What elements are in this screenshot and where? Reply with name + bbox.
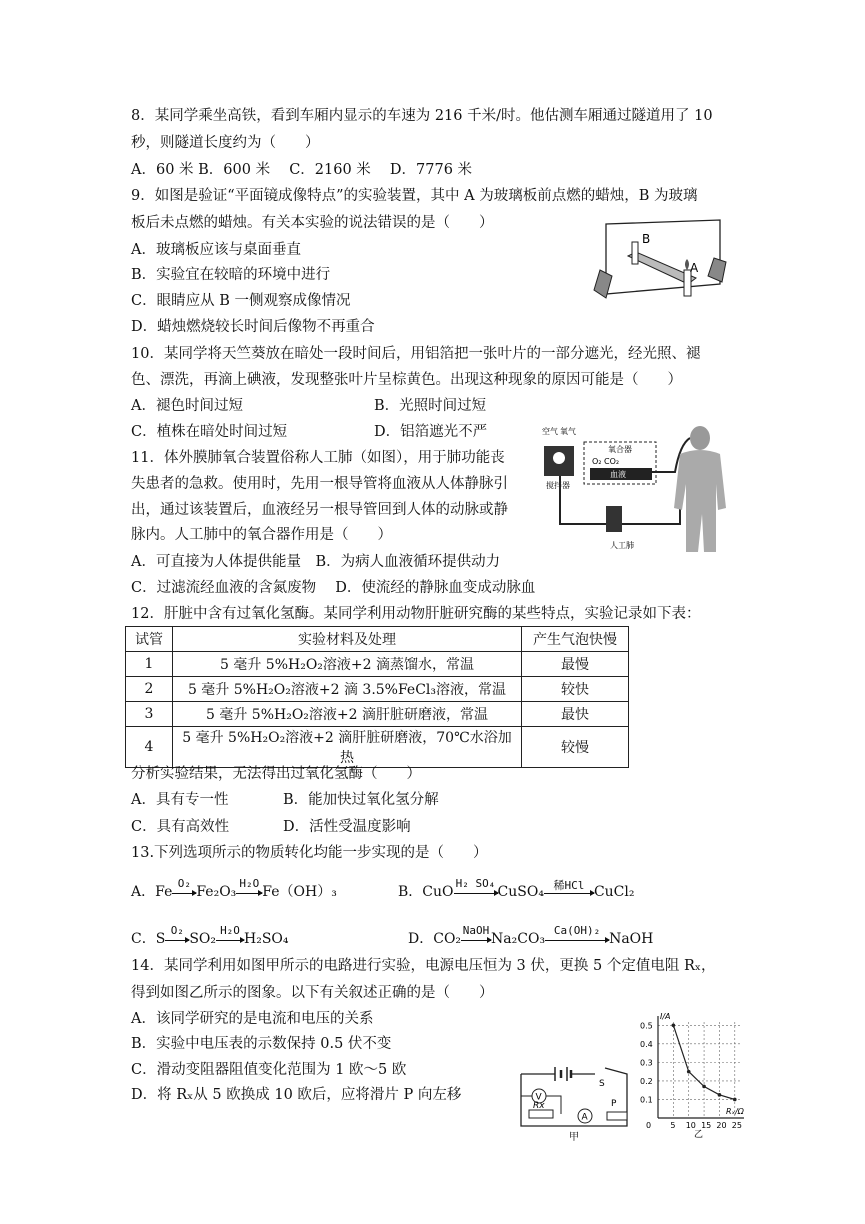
- q9-option-b: B．实验宜在较暗的环境中进行: [131, 267, 331, 283]
- data-point: [672, 1023, 676, 1027]
- q10-option-b: B．光照时间过短: [374, 398, 487, 414]
- y-tick-label: 0.2: [640, 1076, 653, 1086]
- q13-option-c: C．S O₂ SO₂ H₂O H₂SO₄: [131, 923, 289, 947]
- rheostat: [607, 1112, 627, 1120]
- q10-line1: 10．某同学将天竺葵放在暗处一段时间后，用铝箔把一张叶片的一部分遮光，经光照、褪: [131, 346, 701, 362]
- data-point: [687, 1070, 691, 1074]
- q8-line2: 秒，则隧道长度约为（ ）: [131, 135, 320, 151]
- data-point: [733, 1098, 737, 1102]
- origin-label: 0: [646, 1121, 652, 1130]
- q9-option-a: A．玻璃板应该与桌面垂直: [131, 242, 301, 258]
- q12-option-a: A．具有专一性: [131, 792, 229, 808]
- y-tick-label: 0.4: [640, 1039, 653, 1049]
- body-head: [690, 426, 710, 450]
- q14-option-a: A．该同学研究的是电流和电压的关系: [131, 1011, 374, 1027]
- q8-line1: 8．某同学乘坐高铁，看到车厢内显示的车速为 216 千米/时。他估测车厢通过隧道用了 10: [131, 108, 713, 124]
- q10-option-c: C．植株在暗处时间过短: [131, 424, 288, 440]
- fig-yi-label: 乙: [694, 1130, 704, 1140]
- q14-option-c: C．滑动变阻器阻值变化范围为 1 欧～5 欧: [131, 1062, 407, 1078]
- q12-option-b: B．能加快过氧化氢分解: [283, 792, 439, 808]
- table-cell: 2: [126, 677, 173, 702]
- gauge-icon: [553, 452, 565, 464]
- q10-line2: 色、漂洗，再滴上碘液，发现整张叶片呈棕黄色。出现这种现象的原因可能是（ ）: [131, 372, 682, 388]
- table-cell: 5 毫升 5%H₂O₂溶液+2 滴肝脏研磨液，常温: [173, 702, 522, 727]
- q12-after: 分析实验结果，无法得出过氧化氢酶（ ）: [131, 766, 421, 782]
- candle-b: [632, 242, 638, 264]
- candle-b-label: B: [642, 232, 651, 246]
- q9-line2: 板后未点燃的蜡烛。有关本实验的说法错误的是（ ）: [131, 215, 494, 231]
- table-header-row: [126, 627, 629, 652]
- artificial-lung-figure: [540, 424, 730, 556]
- experiment-table: [125, 626, 629, 768]
- gas-label: O₂ CO₂: [592, 457, 620, 466]
- q9-option-c: C．眼睛应从 B 一侧观察成像情况: [131, 293, 351, 309]
- table-row: [126, 727, 629, 768]
- table-cell: 5 毫升 5%H₂O₂溶液+2 滴蒸馏水，常温: [173, 652, 522, 677]
- q9-line1: 9．如图是验证“平面镜成像特点”的实验装置，其中 A 为玻璃板前点燃的蜡烛，B 为玻璃: [131, 188, 698, 204]
- table-row: [126, 652, 629, 677]
- x-tick-label: 20: [716, 1121, 727, 1130]
- x-axis-label: Rₓ/Ω: [726, 1107, 744, 1116]
- q13-option-b: B．CuO H₂ SO₄ CuSO₄ 稀HCl CuCl₂: [398, 876, 635, 900]
- stirrer-label: 搅拌器: [546, 481, 570, 490]
- q11-line2: 失患者的急救。使用时，先用一根导管将血液从人体静脉引: [131, 476, 508, 492]
- q10-option-d: D．铝箔遮光不严: [374, 424, 488, 440]
- q12-line1: 12．肝脏中含有过氧化氢酶。某同学利用动物肝脏研究酶的某些特点，实验记录如下表：: [131, 606, 701, 622]
- y-tick-label: 0.3: [640, 1058, 653, 1068]
- q11-options-ab: A．可直接为人体提供能量 B．为病人血液循环提供动力: [131, 554, 501, 570]
- table-cell: 4: [126, 727, 173, 768]
- table-cell: 3: [126, 702, 173, 727]
- q12-option-c: C．具有高效性: [131, 819, 230, 835]
- q13-option-a: A．Fe O₂ Fe₂O₃ H₂O Fe（OH）₃: [131, 876, 337, 900]
- q10-option-a: A．褪色时间过短: [131, 398, 243, 414]
- table-row: [126, 677, 629, 702]
- table-cell: 1: [126, 652, 173, 677]
- q14-option-b: B．实验中电压表的示数保持 0.5 伏不变: [131, 1036, 392, 1052]
- table-cell: 最快: [522, 702, 629, 727]
- pump: [606, 506, 622, 532]
- blood-label: 血液: [610, 470, 626, 479]
- col-material: 实验材料及处理: [173, 627, 522, 652]
- table-cell: 较快: [522, 677, 629, 702]
- data-point: [702, 1085, 706, 1089]
- fig-jia-label: 甲: [569, 1132, 579, 1142]
- q14-line2: 得到如图乙所示的图象。以下有关叙述正确的是（ ）: [131, 985, 494, 1001]
- x-tick-label: 10: [685, 1121, 696, 1130]
- voltmeter-label: V: [535, 1092, 542, 1103]
- slider-label: P: [611, 1099, 617, 1109]
- table-cell: 最慢: [522, 652, 629, 677]
- q12-option-d: D．活性受温度影响: [283, 819, 411, 835]
- plane-mirror-figure: [592, 212, 732, 308]
- rx-label: Rx: [533, 1101, 545, 1111]
- resistor-rx: [529, 1110, 553, 1118]
- q11-line3: 出，通过该装置后，血液经另一根导管回到人体的动脉或静: [131, 502, 508, 518]
- x-tick-label: 5: [670, 1121, 676, 1130]
- x-tick-label: 15: [701, 1121, 712, 1130]
- q11-line4: 脉内。人工肺中的氧合器作用是（ ）: [131, 527, 392, 543]
- q13-option-d: D．CO₂ NaOH Na₂CO₃ Ca(OH)₂ NaOH: [408, 923, 654, 947]
- q11-line1: 11．体外膜肺氧合装置俗称人工肺（如图），用于肺功能丧: [131, 450, 505, 466]
- ammeter-label: A: [581, 1112, 588, 1123]
- q14-line1: 14．某同学利用如图甲所示的电路进行实验，电源电压恒为 3 伏，更换 5 个定值电阻 Rₓ，: [131, 958, 716, 974]
- x-tick-label: 25: [731, 1121, 742, 1130]
- switch-label: S: [599, 1079, 605, 1089]
- col-bubbles: 产生气泡快慢: [522, 627, 629, 652]
- current-resistance-chart: [640, 1010, 760, 1140]
- table-cell: 5 毫升 5%H₂O₂溶液+2 滴肝脏研磨液，70℃水浴加热: [173, 727, 522, 768]
- circuit-diagram: [515, 1064, 635, 1142]
- q13-stem: 13.下列选项所示的物质转化均能一步实现的是（ ）: [131, 845, 488, 861]
- y-axis-label: I/A: [660, 1012, 671, 1021]
- table-row: [126, 702, 629, 727]
- table-cell: 较慢: [522, 727, 629, 768]
- data-point: [718, 1093, 722, 1097]
- artificial-lung-label: 人工肺: [610, 541, 634, 550]
- y-tick-label: 0.1: [640, 1095, 653, 1105]
- table-cell: 5 毫升 5%H₂O₂溶液+2 滴 3.5%FeCl₃溶液，常温: [173, 677, 522, 702]
- candle-a-label: A: [690, 261, 699, 275]
- air-label: 空气: [542, 427, 558, 436]
- q14-option-d: D．将 Rₓ从 5 欧换成 10 欧后，应将滑片 P 向左移: [131, 1087, 462, 1103]
- q8-options: A．60 米 B．600 米 C．2160 米 D．7776 米: [131, 162, 473, 178]
- col-tube: 试管: [126, 627, 173, 652]
- oxygen-label: 氧气: [560, 427, 576, 436]
- y-tick-label: 0.5: [640, 1021, 653, 1031]
- q9-option-d: D．蜡烛燃烧较长时间后像物不再重合: [131, 319, 375, 335]
- oxygenator-label: 氧合器: [608, 445, 632, 454]
- flame: [685, 259, 689, 270]
- q11-options-cd: C．过滤流经血液的含氮废物 D．使流经的静脉血变成动脉血: [131, 580, 536, 596]
- human-body: [674, 450, 726, 552]
